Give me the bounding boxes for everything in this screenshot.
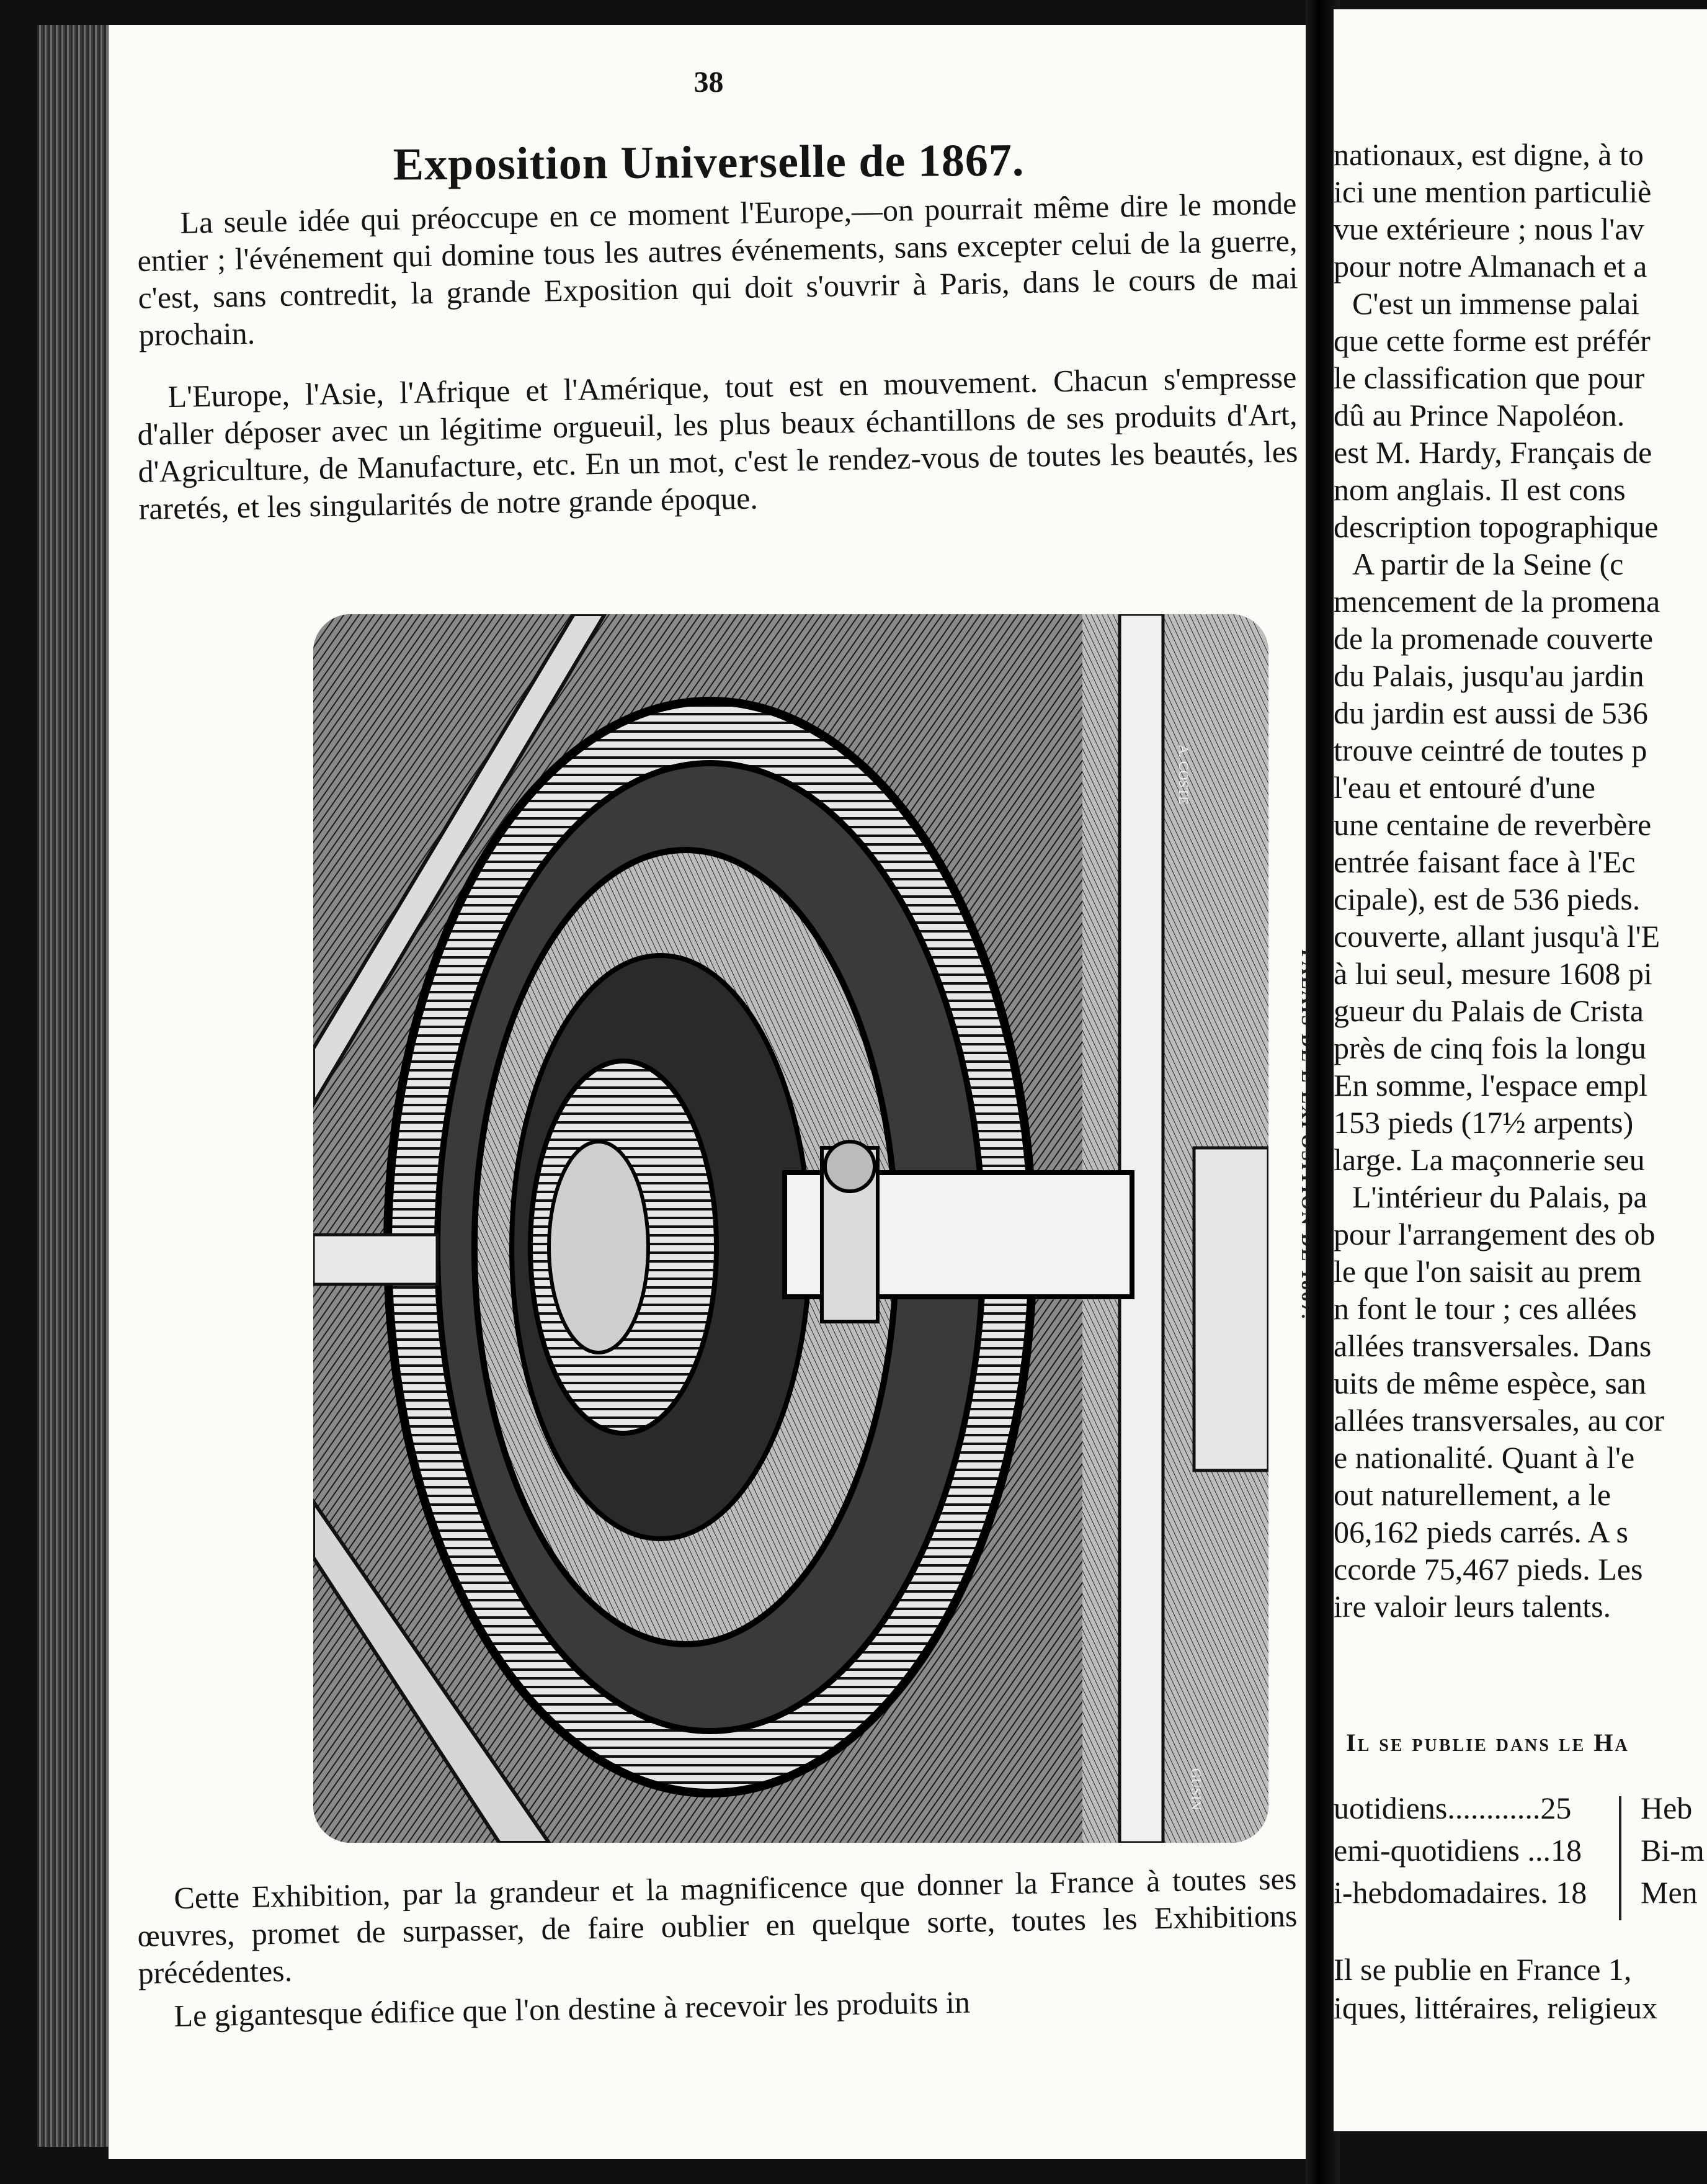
right-text-line: uits de même espèce, san	[1334, 1366, 1646, 1400]
right-text-line: vue extérieure ; nous l'av	[1334, 212, 1644, 246]
engraver-signature: GUSIN	[1188, 1768, 1204, 1810]
stats-right-label: Bi-m	[1641, 1833, 1705, 1868]
right-text-line: du Palais, jusqu'au jardin	[1334, 658, 1644, 693]
right-text-line: 153 pieds (17½ arpents)	[1334, 1105, 1634, 1140]
stats-label: i-hebdomadaires. 18	[1334, 1875, 1587, 1910]
right-text-line: que cette forme est préfér	[1334, 323, 1651, 358]
right-text-line: cipale), est de 536 pieds.	[1334, 882, 1641, 916]
stats-right-label: Men	[1641, 1875, 1698, 1910]
right-text-line: à lui seul, mesure 1608 pi	[1334, 956, 1652, 991]
right-text-line: allées transversales. Dans	[1334, 1328, 1652, 1363]
right-text-line: n font le tour ; ces allées	[1334, 1291, 1637, 1326]
right-text-line: le que l'on saisit au prem	[1334, 1254, 1642, 1289]
right-text-line: couverte, allant jusqu'à l'E	[1334, 919, 1660, 954]
right-text-line: nom anglais. Il est cons	[1334, 472, 1626, 507]
right-text-line: dû au Prince Napoléon.	[1334, 398, 1625, 432]
right-text-line: près de cinq fois la longu	[1334, 1031, 1647, 1065]
page-number: 38	[693, 66, 724, 99]
stats-right-label: Heb	[1641, 1791, 1693, 1825]
right-text-line: En somme, l'espace empl	[1334, 1068, 1648, 1103]
stats-divider	[1619, 1796, 1621, 1920]
paragraph-exhibition: Cette Exhibition, par la grandeur et la magnificence que donner la France à toutes ses œuvres, promet de surpasser, de faire oublier en quelque sorte, toutes les Exhibitions précédentes.	[137, 1861, 1298, 1990]
right-text-line: gueur du Palais de Crista	[1334, 993, 1644, 1028]
stats-heading: Il se publie dans le Ha	[1346, 1729, 1629, 1757]
page-title: Exposition Universelle de 1867.	[393, 135, 1025, 190]
right-text-line: allées transversales, au cor	[1334, 1403, 1665, 1438]
exposition-palace-engraving	[313, 614, 1268, 1843]
right-page	[1334, 9, 1707, 2131]
stats-label: uotidiens............25	[1334, 1791, 1572, 1825]
right-text-line: mencement de la promena	[1334, 584, 1660, 619]
right-text-line: une centaine de reverbère	[1334, 807, 1652, 842]
right-text-line: ici une mention particuliè	[1334, 174, 1652, 209]
right-text-line: C'est un immense palai	[1352, 286, 1640, 321]
artist-signature: A. COSTE	[1176, 745, 1192, 805]
right-text-line: description topographique	[1334, 509, 1659, 544]
footer-line: Il se publie en France 1,	[1334, 1952, 1632, 1987]
right-text-line: entrée faisant face à l'Ec	[1334, 844, 1636, 879]
right-text-line: est M. Hardy, Français de	[1334, 435, 1652, 470]
right-text-line: nationaux, est digne, à to	[1334, 137, 1644, 172]
paragraph-edifice: Le gigantesque édifice que l'on destine à recevoir les produits in	[174, 1984, 971, 2033]
right-text-line: pour l'arrangement des ob	[1334, 1217, 1656, 1251]
right-text-line: A partir de la Seine (c	[1352, 547, 1624, 581]
right-text-line: out naturellement, a le	[1334, 1477, 1611, 1512]
right-text-line: pour notre Almanach et a	[1334, 249, 1647, 284]
right-text-line: e nationalité. Quant à l'e	[1334, 1440, 1635, 1475]
right-text-line: 06,162 pieds carrés. A s	[1334, 1515, 1628, 1549]
right-text-line: du jardin est aussi de 536	[1334, 696, 1648, 730]
footer-line: iques, littéraires, religieux	[1334, 1990, 1658, 2025]
engraving-artwork	[313, 614, 1268, 1843]
right-text-line: trouve ceintré de toutes p	[1334, 733, 1647, 768]
right-text-line: large. La maçonnerie seu	[1334, 1142, 1645, 1177]
right-text-line: le classification que pour	[1334, 360, 1645, 395]
right-text-line: ccorde 75,467 pieds. Les	[1334, 1552, 1643, 1587]
stats-label: emi-quotidiens ...18	[1334, 1833, 1582, 1868]
paragraph-continents: L'Europe, l'Asie, l'Afrique et l'Amérique, tout est en mouvement. Chacun s'empresse d'aller déposer avec un légitime orgueuil, les plus beaux échantillons de ses produits d'Art, d'Agriculture, de Manufacture, etc. En un mot, c'est le rendez-vous de toutes les beautés, les raretés, et les singularités de notre grande époque.	[137, 359, 1298, 526]
right-text-line: ire valoir leurs talents.	[1334, 1589, 1611, 1624]
right-text-line: L'intérieur du Palais, pa	[1352, 1179, 1647, 1214]
book-spine-edge	[37, 25, 112, 2147]
right-text-line: de la promenade couverte	[1334, 621, 1654, 656]
right-text-line: l'eau et entouré d'une	[1334, 770, 1595, 805]
paragraph-intro: La seule idée qui préoccupe en ce moment l'Europe,—on pourrait même dire le monde entier ; l'événement qui domine tous les autres événements, sans excepter celui de la guerre, c'est, sans contredit, la grande Exposition qui doit s'ouvrir à Paris, dans le cours de mai prochain.	[137, 186, 1298, 352]
